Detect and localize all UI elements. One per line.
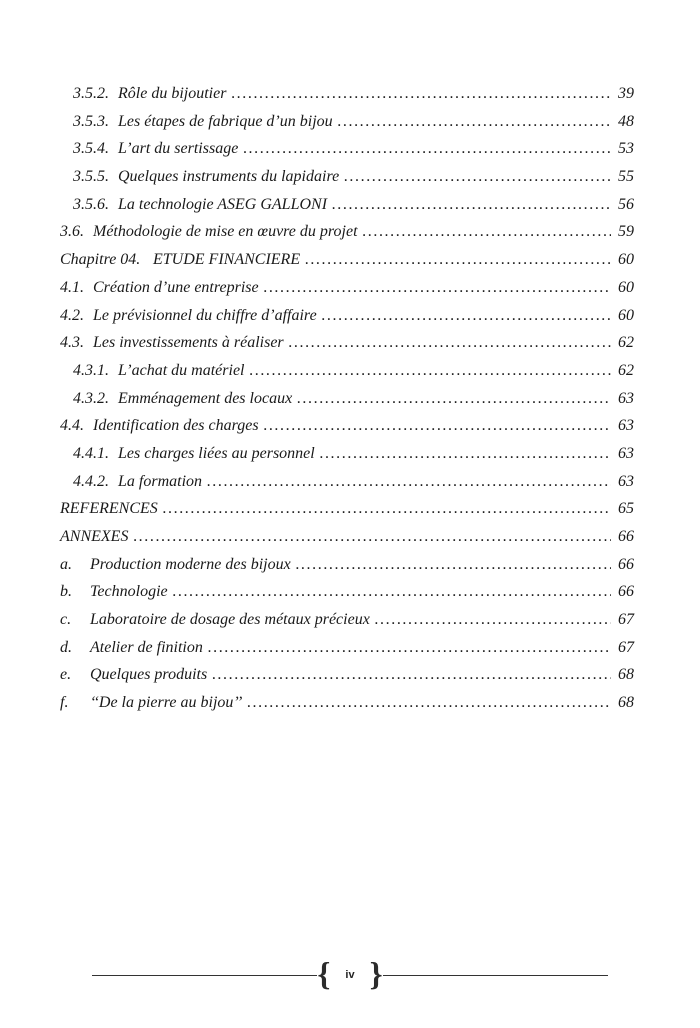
toc-entry-number: 4.3.2. [73,389,109,407]
toc-entry-number: 4.1. [60,278,84,296]
toc-entry-title: Les étapes de fabrique d’un bijou [118,112,333,130]
toc-entry-number: 3.5.2. [73,85,109,102]
dot-leader [289,329,611,357]
toc-entry-title: Méthodologie de mise en œuvre du projet [93,223,358,241]
toc-entry-title: Quelques instruments du lapidaire [118,168,340,186]
toc-entry-title: ‘‘De la pierre au bijou’’ [90,694,243,712]
right-bracket-ornament: } [369,957,383,993]
dot-leader [344,163,611,191]
toc-entry-page: 68 [618,694,634,712]
toc-entry-number: 4.3. [60,334,84,352]
toc-entry [73,163,634,191]
toc-entry [60,274,634,302]
toc-entry-number: 4.3.1. [73,361,109,379]
toc-entry-page: 67 [618,611,634,629]
dot-leader [173,578,611,606]
dot-leader [375,606,611,634]
toc-entry-number: 4.2. [60,306,84,324]
toc-entry-title: Laboratoire de dosage des métaux précieux [90,611,370,629]
toc-entry-number: 3.5.3. [73,112,109,130]
toc-entry-page: 55 [618,168,634,186]
toc-entry-page: 66 [618,583,634,601]
toc-entry-title: Identification des charges [93,417,259,435]
toc-entry-page: 48 [618,112,634,130]
toc-entry-page: 66 [618,555,634,573]
toc-entry-title: L’achat du matériel [118,361,245,379]
toc-entry-page: 66 [618,528,634,545]
dot-leader [250,357,612,385]
toc-entry-title: Emménagement des locaux [118,389,293,407]
toc-entry [60,578,634,606]
dot-leader [296,551,611,579]
toc-entry-number: 4.4.1. [73,444,109,462]
toc-entry-page: 56 [618,195,634,213]
toc-entry-title: REFERENCES [60,500,158,518]
toc-entry-title: Les investissements à réaliser [93,334,284,352]
toc-entry-page: 62 [618,334,634,352]
dot-leader [332,191,611,219]
toc-entry-number: f. [60,694,69,712]
toc-entry [60,218,634,246]
dot-leader [322,302,611,330]
toc-entry [60,606,634,634]
toc-entry-number: c. [60,611,72,629]
toc-entry-page: 53 [618,140,634,158]
toc-entry-title: Le prévisionnel du chiffre d’affaire [93,306,317,324]
toc-entry-page: 62 [618,361,634,379]
toc-entry-page: 39 [618,85,634,102]
toc-entry-page: 67 [618,638,634,656]
dot-leader [243,135,611,163]
toc-entry-number: b. [60,583,72,601]
toc-entry [60,495,634,523]
toc-entry-number: d. [60,638,72,656]
toc-entry [60,634,634,662]
toc-entry [73,80,634,108]
toc-entry-page: 63 [618,444,634,462]
toc-entry-title: Rôle du bijoutier [118,85,227,102]
toc-entry-number: 3.5.5. [73,168,109,186]
toc-entry-page: 68 [618,666,634,684]
dot-leader [264,412,611,440]
toc-entry-title: Création d’une entreprise [93,278,259,296]
footer-rule-right [383,975,608,976]
page-footer [92,957,608,993]
dot-leader [363,218,611,246]
toc-entry-title: ETUDE FINANCIERE [153,251,301,269]
toc-entry [60,551,634,579]
toc-entry-page: 63 [618,417,634,435]
toc-entry [73,135,634,163]
toc-entry [60,661,634,689]
toc-entry-title: L’art du sertissage [118,140,239,158]
dot-leader [133,523,611,551]
toc-entry [60,689,634,717]
toc-entry [60,329,634,357]
toc-entry-page: 60 [618,278,634,296]
toc-entry-title: La technologie ASEG GALLONI [118,195,328,213]
toc-entry-number: 3.5.4. [73,140,109,158]
dot-leader [231,80,611,108]
toc-entry-page: 65 [618,500,634,518]
toc-entry [73,357,634,385]
toc-entry [60,246,634,274]
toc-entry [73,468,634,496]
toc-entry-number: a. [60,555,72,573]
toc-entry-number: 3.6. [60,223,84,241]
toc-entry-number: 3.5.6. [73,195,109,213]
toc-entry [60,523,634,551]
toc-entry-number: 4.4. [60,417,84,435]
table-of-contents [60,80,634,717]
toc-entry [73,108,634,136]
toc-entry-page: 63 [618,389,634,407]
toc-entry-number: e. [60,666,72,684]
dot-leader [338,108,611,136]
toc-entry-title: Les charges liées au personnel [118,444,315,462]
dot-leader [163,495,611,523]
dot-leader [247,689,611,717]
toc-entry [60,412,634,440]
left-bracket-ornament: { [317,957,331,993]
toc-entry-title: ANNEXES [60,528,129,545]
toc-entry-number: 4.4.2. [73,472,109,490]
toc-entry-title: Technologie [90,583,168,601]
toc-entry-title: Quelques produits [90,666,208,684]
toc-entry-title: Atelier de finition [90,638,203,656]
toc-entry-number: Chapitre 04. [60,251,141,269]
dot-leader [264,274,611,302]
toc-entry-page: 60 [618,306,634,324]
dot-leader [207,468,611,496]
toc-entry-title: La formation [118,472,203,490]
footer-rule-left [92,975,317,976]
toc-entry-page: 59 [618,223,634,241]
toc-entry-page: 63 [618,472,634,490]
toc-entry-page: 60 [618,251,634,269]
page-number: iv [345,969,355,981]
toc-entry [73,385,634,413]
toc-entry [60,302,634,330]
toc-entry-title: Production moderne des bijoux [90,555,291,573]
dot-leader [320,440,611,468]
toc-entry [73,191,634,219]
dot-leader [212,661,611,689]
dot-leader [297,385,611,413]
dot-leader [208,634,611,662]
toc-entry [73,440,634,468]
dot-leader [305,246,611,274]
